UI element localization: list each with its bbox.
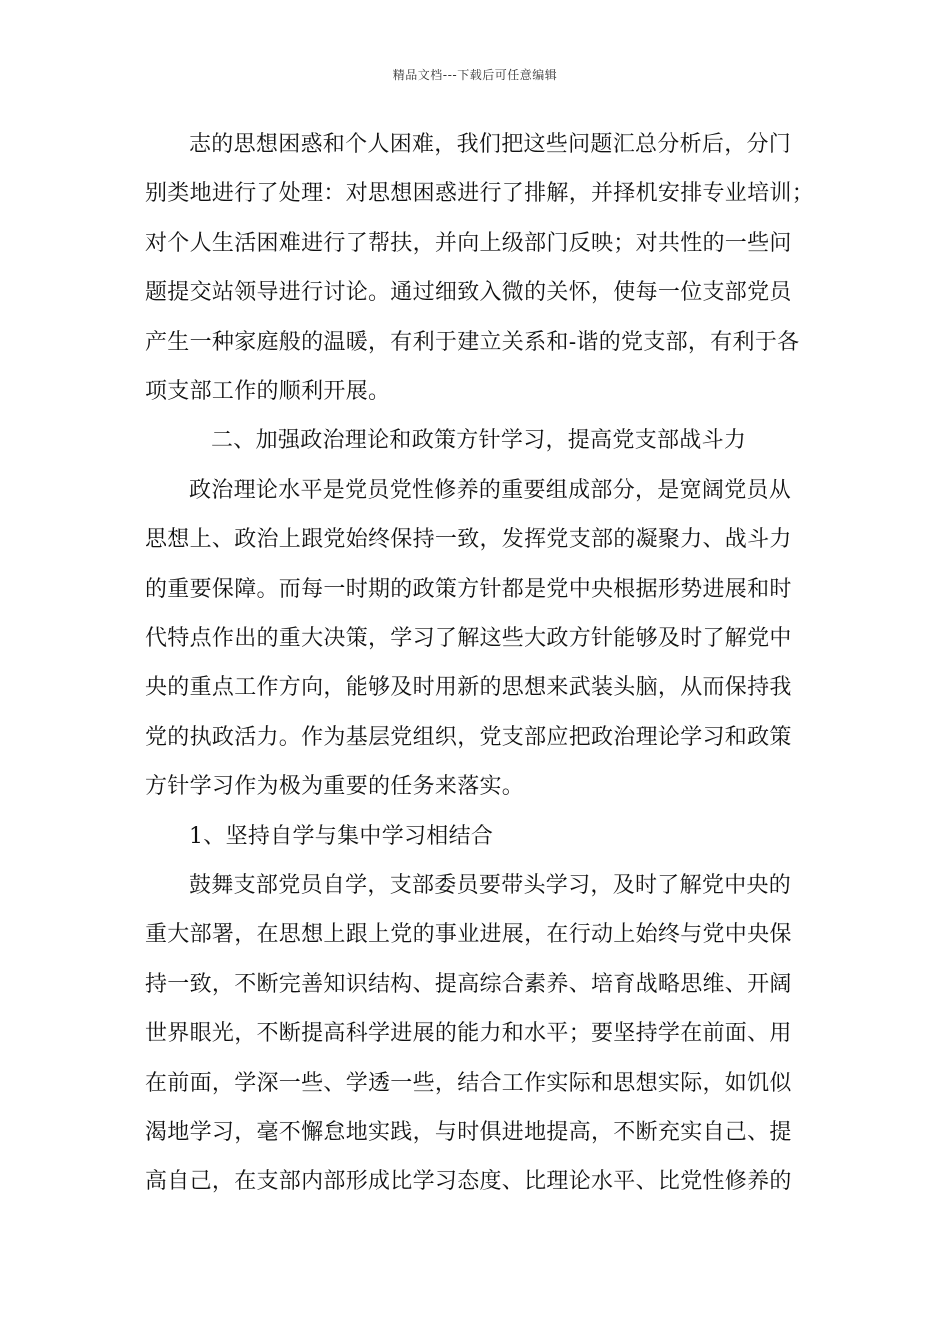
text-line: 二、加强政治理论和政策方针学习，提高党支部战斗力 bbox=[211, 428, 747, 454]
text-line: 在前面，学深一些、学透一些，结合工作实际和思想实际，如饥似 bbox=[145, 1070, 792, 1096]
text-line: 政治理论水平是党员党性修养的重要组成部分，是宽阔党员从 bbox=[189, 477, 792, 503]
text-line: 产生一种家庭般的温暖，有利于建立关系和-谐的党支部，有利于各 bbox=[145, 329, 800, 355]
text-line: 对个人生活困难进行了帮扶，并向上级部门反映；对共性的一些问 bbox=[145, 230, 792, 256]
text-line: 高自己，在支部内部形成比学习态度、比理论水平、比党性修养的 bbox=[145, 1169, 792, 1195]
text-line: 代特点作出的重大决策，学习了解这些大政方针能够及时了解党中 bbox=[145, 626, 792, 651]
text-line: 持一致，不断完善知识结构、提高综合素养、培育战略思维、开阔 bbox=[145, 971, 792, 997]
page-header: 精品文档---下载后可任意编辑 bbox=[392, 68, 558, 82]
text-line: 央的重点工作方向，能够及时用新的思想来武装头脑，从而保持我 bbox=[145, 675, 792, 701]
text-line: 的重要保障。而每一时期的政策方针都是党中央根据形势进展和时 bbox=[145, 576, 792, 602]
text-line: 别类地进行了处理：对思想困惑进行了排解，并择机安排专业培训； bbox=[145, 181, 815, 207]
text-line: 志的思想困惑和个人困难，我们把这些问题汇总分析后，分门 bbox=[189, 132, 792, 157]
text-line: 重大部署，在思想上跟上党的事业进展，在行动上始终与党中央保 bbox=[145, 922, 792, 948]
text-line: 思想上、政治上跟党始终保持一致，发挥党支部的凝聚力、战斗力 bbox=[145, 527, 792, 553]
text-line: 1、坚持自学与集中学习相结合 bbox=[189, 823, 494, 849]
text-line: 党的执政活力。作为基层党组织，党支部应把政治理论学习和政策 bbox=[145, 724, 792, 750]
text-line: 鼓舞支部党员自学，支部委员要带头学习，及时了解党中央的 bbox=[189, 873, 792, 898]
text-line: 渴地学习，毫不懈怠地实践，与时俱进地提高，不断充实自己、提 bbox=[145, 1120, 792, 1145]
text-line: 项支部工作的顺利开展。 bbox=[145, 379, 391, 404]
text-line: 世界眼光，不断提高科学进展的能力和水平；要坚持学在前面、用 bbox=[145, 1021, 792, 1047]
text-line: 方针学习作为极为重要的任务来落实。 bbox=[145, 774, 525, 800]
text-line: 题提交站领导进行讨论。通过细致入微的关怀，使每一位支部党员 bbox=[145, 280, 792, 306]
